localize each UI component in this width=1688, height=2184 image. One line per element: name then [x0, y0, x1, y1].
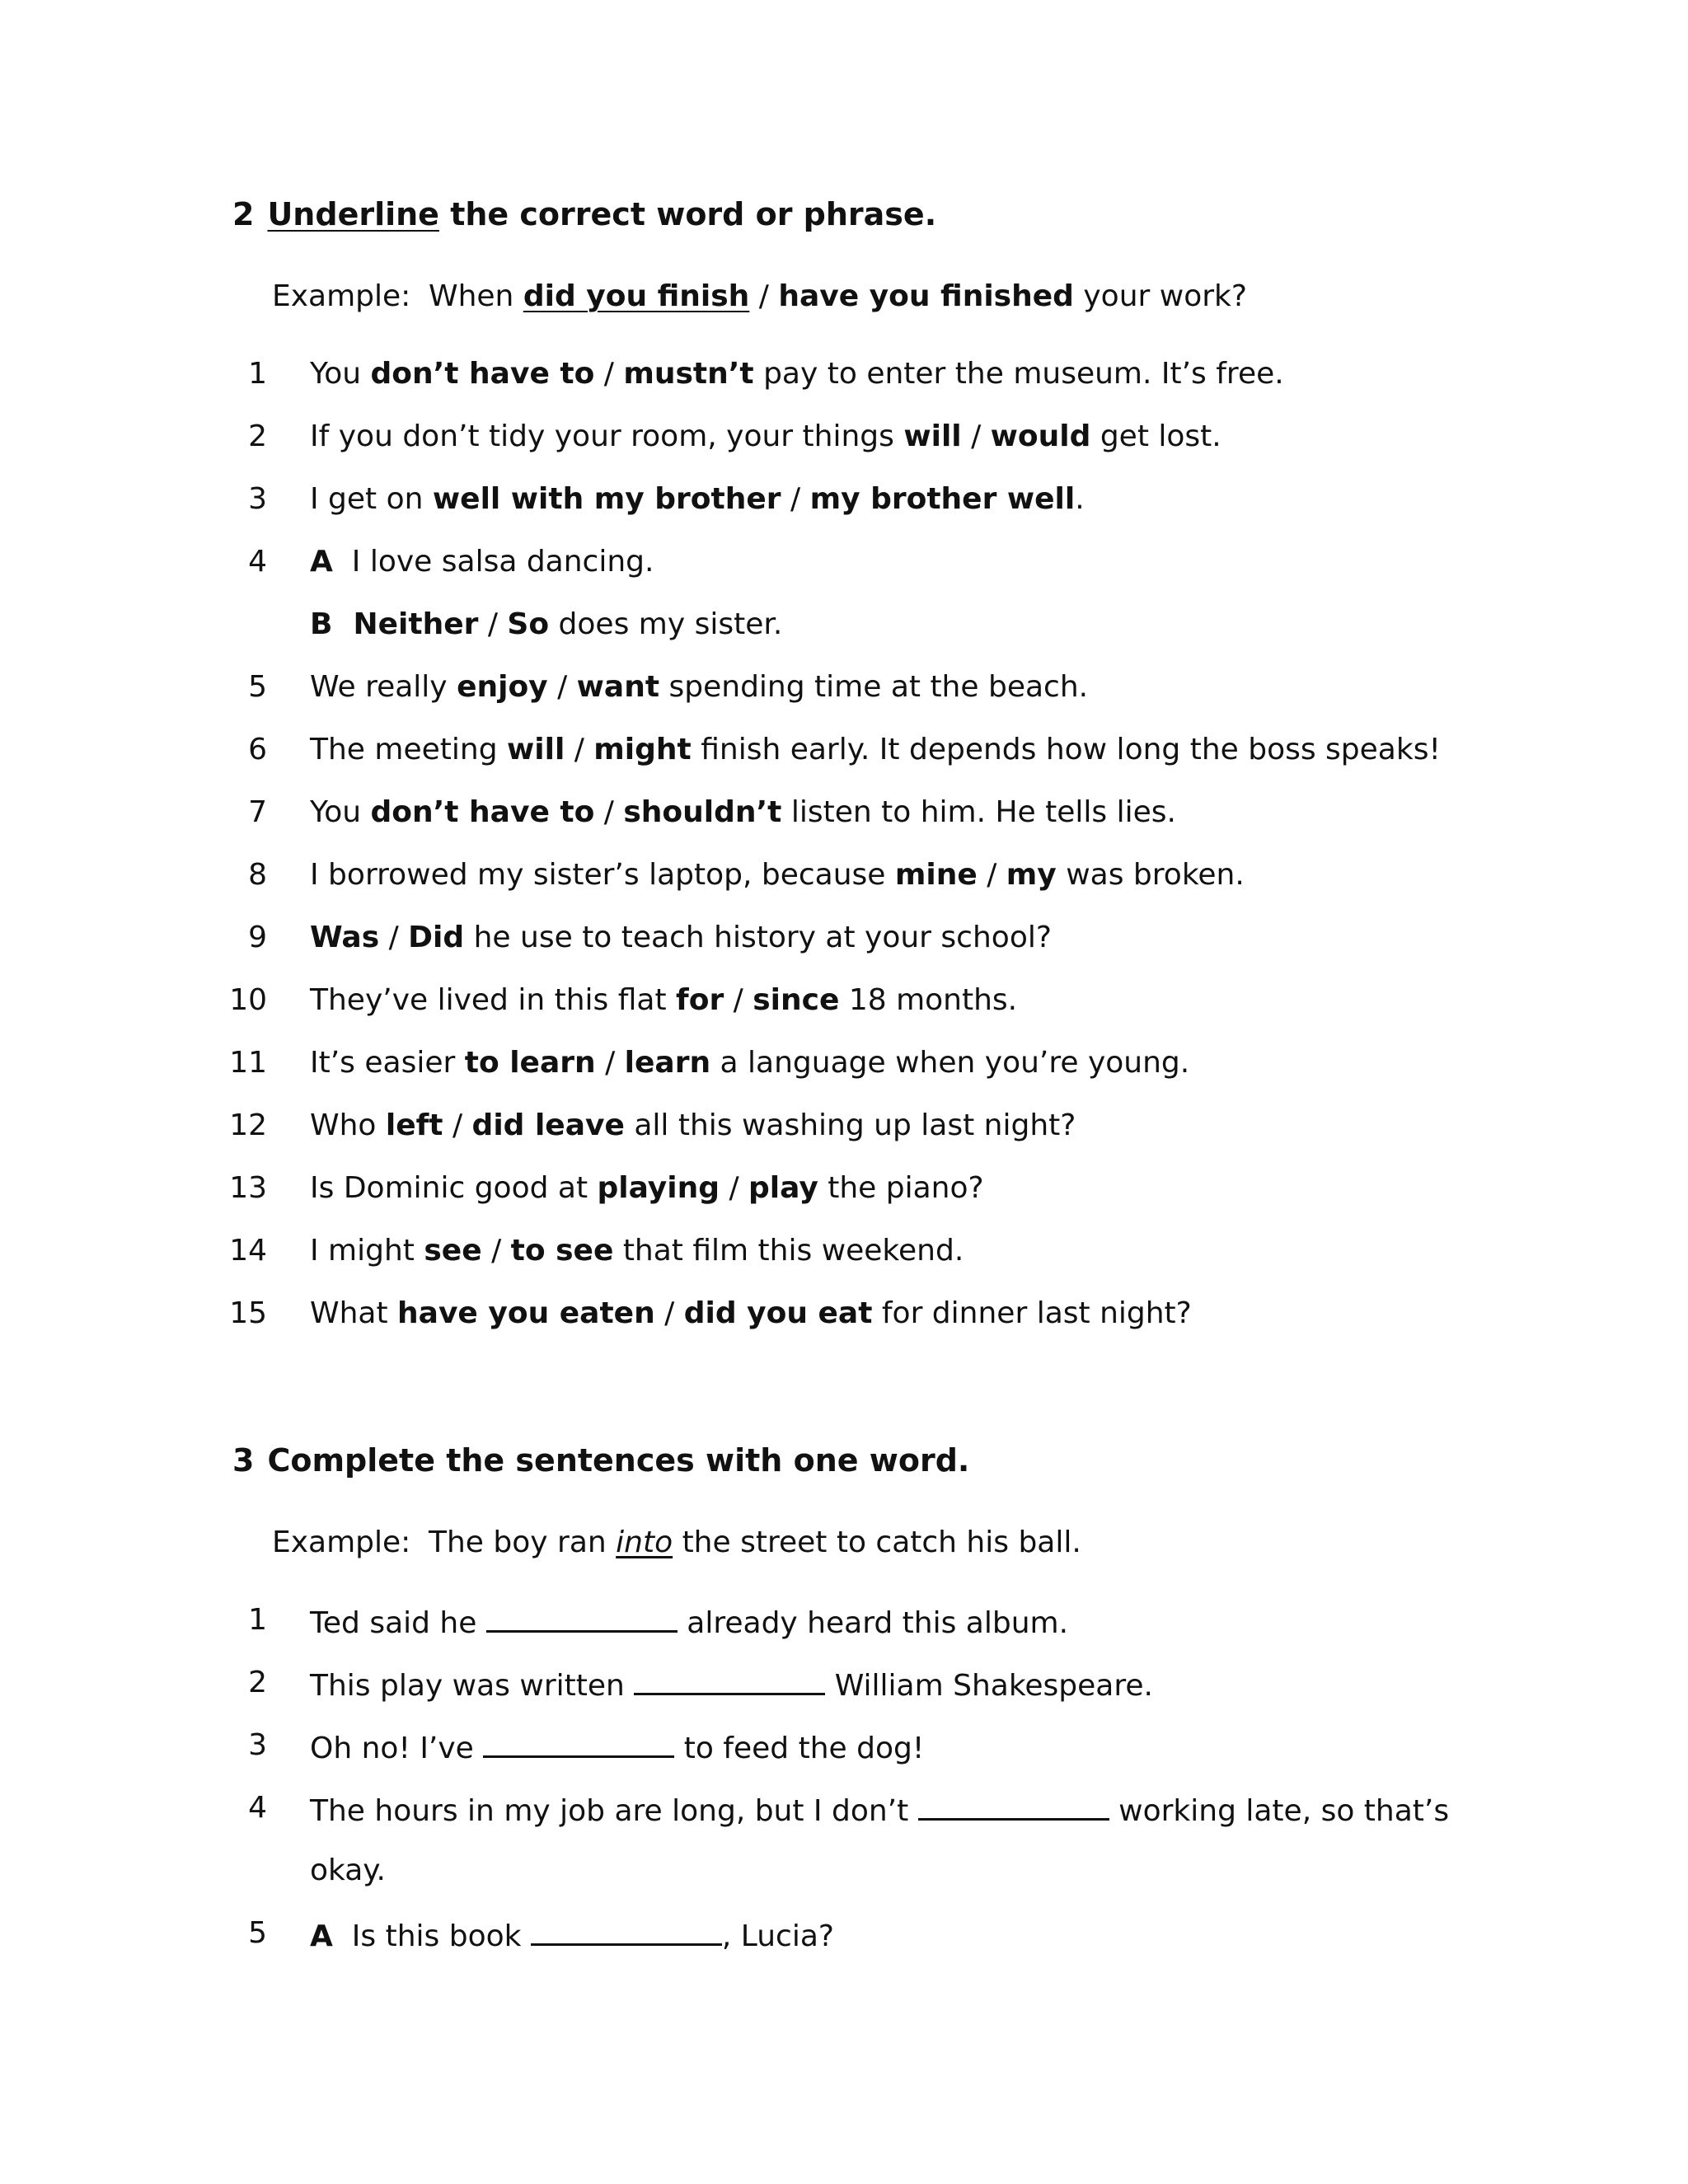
- example-option: have you finished: [778, 279, 1074, 313]
- item-number: 15: [229, 1296, 267, 1330]
- item-number: 4: [248, 545, 267, 579]
- example-text-end: the street to catch his ball.: [673, 1526, 1081, 1559]
- item-text: Who left / did leave all this washing up last night?: [310, 1108, 1076, 1142]
- example-text: The boy ran: [429, 1526, 617, 1559]
- answer-blank[interactable]: [486, 1602, 678, 1633]
- item-text: If you don’t tidy your room, your things will / would get lost.: [310, 419, 1221, 453]
- example-separator: /: [749, 279, 779, 313]
- item-text: Ted said he already heard this album.: [310, 1602, 1068, 1642]
- item-text: It’s easier to learn / learn a language when you’re young.: [310, 1046, 1190, 1080]
- item-text: What have you eaten / did you eat for dinner last night?: [310, 1296, 1192, 1330]
- item-text: Oh no! I’ve to feed the dog!: [310, 1727, 924, 1767]
- item-text: You don’t have to / shouldn’t listen to him. He tells lies.: [310, 795, 1176, 829]
- item-text: This play was written William Shakespeare.: [310, 1665, 1153, 1704]
- item-number: 2: [248, 1666, 267, 1699]
- item-number: 1: [248, 357, 267, 391]
- item-number: 11: [229, 1046, 267, 1080]
- item-text: okay.: [310, 1854, 386, 1887]
- item-number: 3: [248, 482, 267, 516]
- item-text: We really enjoy / want spending time at the beach.: [310, 670, 1089, 704]
- section-number: 2: [232, 196, 255, 232]
- item-number: 3: [248, 1728, 267, 1762]
- item-number: 12: [229, 1108, 267, 1142]
- speaker-label: A: [310, 1919, 333, 1953]
- section-2-heading: [232, 196, 936, 232]
- item-text: A I love salsa dancing.: [310, 545, 654, 579]
- answer-blank[interactable]: [918, 1790, 1109, 1821]
- heading-underlined-word: Underline: [267, 196, 439, 232]
- example-text: When: [429, 279, 523, 313]
- example-label: Example:: [272, 279, 411, 313]
- item-number: 1: [248, 1603, 267, 1637]
- item-number: 2: [248, 419, 267, 453]
- item-number: 4: [248, 1791, 267, 1825]
- item-text: I borrowed my sister’s laptop, because mine / my was broken.: [310, 858, 1245, 892]
- item-text: You don’t have to / mustn’t pay to enter the museum. It’s free.: [310, 357, 1284, 391]
- item-text: B Neither / So does my sister.: [310, 607, 783, 641]
- item-text: I might see / to see that film this weekend.: [310, 1234, 964, 1268]
- example-answer: into: [616, 1526, 673, 1559]
- item-number: 7: [248, 795, 267, 829]
- item-number: 14: [229, 1234, 267, 1268]
- item-number: 5: [248, 1916, 267, 1950]
- item-number: 5: [248, 670, 267, 704]
- heading-text: the correct word or phrase.: [450, 196, 937, 232]
- section-3-heading: [232, 1442, 969, 1479]
- answer-blank[interactable]: [634, 1665, 825, 1695]
- example-label: Example:: [272, 1526, 411, 1559]
- item-text: They’ve lived in this flat for / since 18 months.: [310, 983, 1018, 1017]
- heading-text: Complete the sentences with one word.: [267, 1442, 970, 1479]
- item-number: 8: [248, 858, 267, 892]
- item-number: 13: [229, 1171, 267, 1205]
- item-text: The hours in my job are long, but I don’t working late, so that’s: [310, 1790, 1449, 1830]
- answer-blank[interactable]: [483, 1727, 674, 1758]
- item-text: A Is this book , Lucia?: [310, 1915, 834, 1955]
- section-3-example: [272, 1525, 1081, 1561]
- item-text: I get on well with my brother / my brother well.: [310, 482, 1085, 516]
- example-text-end: your work?: [1073, 279, 1247, 313]
- item-text: Is Dominic good at playing / play the piano?: [310, 1171, 984, 1205]
- answer-blank[interactable]: [531, 1915, 722, 1946]
- section-2-example: [272, 279, 1247, 315]
- item-number: 9: [248, 921, 267, 954]
- item-number: 10: [229, 983, 267, 1017]
- example-answer: did you finish: [523, 279, 750, 313]
- item-text: The meeting will / might finish early. It depends how long the boss speaks!: [310, 733, 1441, 766]
- section-number: 3: [232, 1442, 255, 1479]
- item-text: Was / Did he use to teach history at your school?: [310, 921, 1052, 954]
- item-number: 6: [248, 733, 267, 766]
